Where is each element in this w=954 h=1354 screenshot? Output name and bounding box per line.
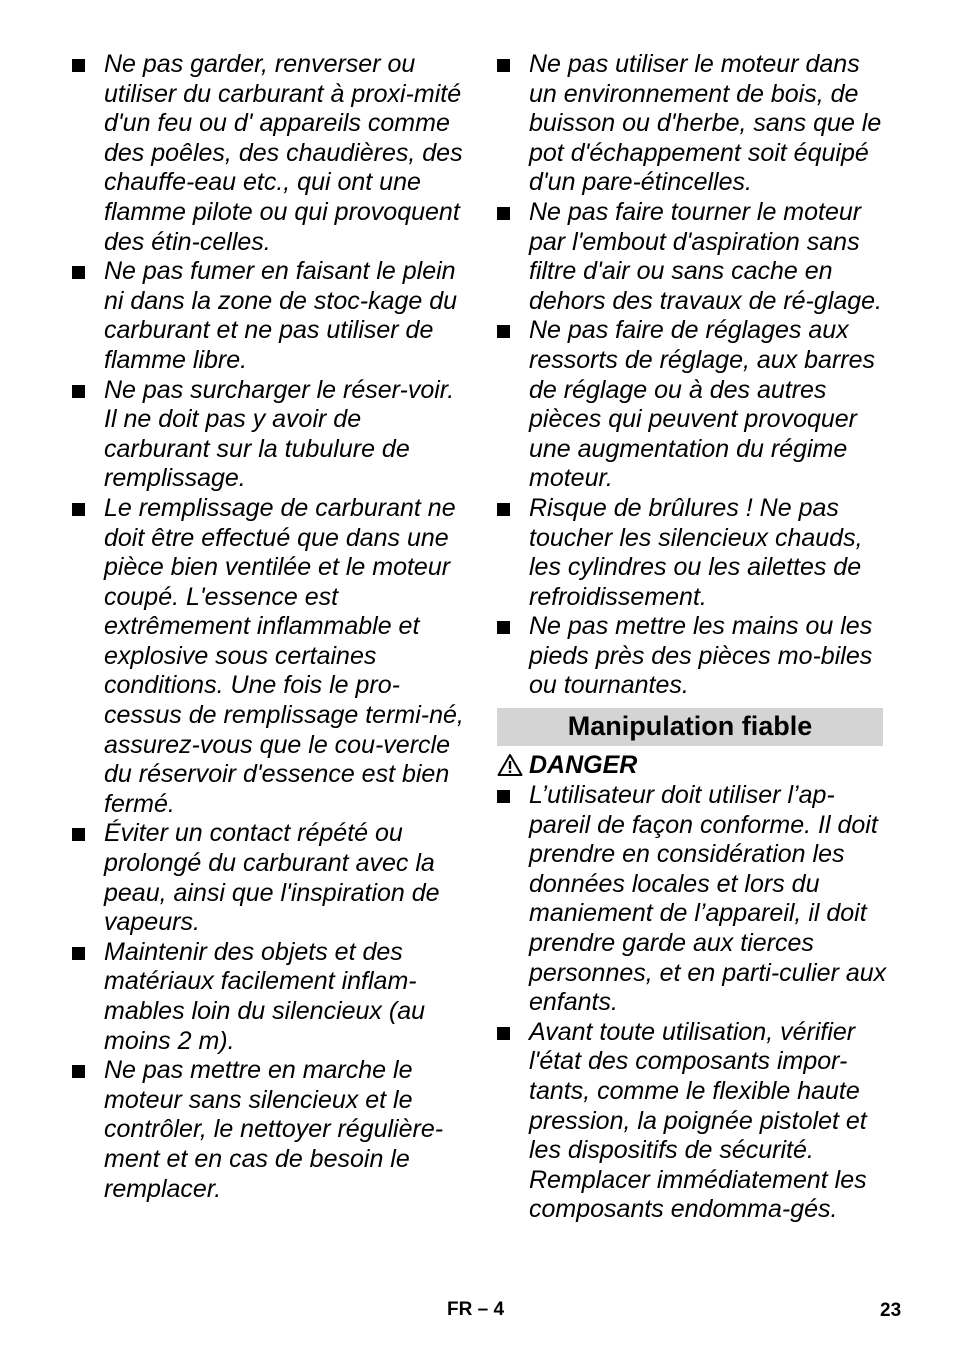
- bullet-square-icon: [497, 790, 510, 803]
- bullet-square-icon: [497, 621, 510, 634]
- bullet-square-icon: [72, 59, 85, 72]
- warning-triangle-icon: [497, 753, 523, 777]
- list-item: Ne pas fumer en faisant le plein ni dans la zone de stoc-kage du carburant et ne pas utiliser de flamme libre.: [72, 257, 467, 375]
- footer-section-label: FR – 4: [447, 1299, 505, 1320]
- list-item: Ne pas utiliser le moteur dans un environnement de bois, de buisson ou d'herbe, sans que le pot d'échappement soit équipé d'un pare-étincelles.: [497, 50, 887, 198]
- list-item: Le remplissage de carburant ne doit être effectué que dans une pièce bien ventilée et le moteur coupé. L'essence est extrêmement inflammable et explosive sous certaines conditions. Une fois le pro-cessus de remplissage termi-né, assurez-vous que le cou-vercle du réservoir d'essence est bien fermé.: [72, 494, 467, 820]
- section-heading: Manipulation fiable: [497, 708, 883, 746]
- list-item: Ne pas garder, renverser ou utiliser du carburant à proxi-mité d'un feu ou d' appareils comme des poêles, des chaudières, des chauffe-eau etc., qui ont une flamme pilote ou qui provoquent des étin-celles.: [72, 50, 467, 257]
- bullet-square-icon: [497, 207, 510, 220]
- bullet-square-icon: [72, 266, 85, 279]
- danger-label: DANGER: [529, 751, 638, 780]
- bullet-square-icon: [497, 325, 510, 338]
- list-item: Ne pas faire de réglages aux ressorts de réglage, aux barres de réglage ou à des autres pièces qui peuvent provoquer une augmentation du régime moteur.: [497, 316, 887, 494]
- left-column: [72, 50, 467, 1204]
- list-item: Maintenir des objets et des matériaux facilement inflam-mables loin du silencieux (au moins 2 m).: [72, 938, 467, 1056]
- list-item: Éviter un contact répété ou prolongé du carburant avec la peau, ainsi que l'inspiration de vapeurs.: [72, 819, 467, 937]
- list-item: Risque de brûlures ! Ne pas toucher les silencieux chauds, les cylindres ou les ailettes de refroidissement.: [497, 494, 887, 612]
- list-item: Ne pas surcharger le réser-voir. Il ne doit pas y avoir de carburant sur la tubulure de remplissage.: [72, 376, 467, 494]
- page-number: 23: [880, 1300, 902, 1321]
- right-column: [497, 50, 887, 1225]
- list-item: Ne pas mettre les mains ou les pieds près des pièces mo-biles ou tournantes.: [497, 612, 887, 701]
- list-item: Ne pas faire tourner le moteur par l'embout d'aspiration sans filtre d'air ou sans cache en dehors des travaux de ré-glage.: [497, 198, 887, 316]
- list-item: Avant toute utilisation, vérifier l'état des composants impor-tants, comme le flexible haute pression, la poignée pistolet et les dispositifs de sécurité. Remplacer immédiatement les composants endomma-gés.: [497, 1018, 887, 1225]
- danger-notice: [497, 750, 887, 780]
- bullet-square-icon: [497, 1027, 510, 1040]
- bullet-square-icon: [72, 947, 85, 960]
- list-item: Ne pas mettre en marche le moteur sans silencieux et le contrôler, le nettoyer régulière-ment et en cas de besoin le remplacer.: [72, 1056, 467, 1204]
- list-item: L’utilisateur doit utiliser l’ap-pareil de façon conforme. Il doit prendre en considération les données locales et lors du maniement de l’appareil, il doit prendre garde aux tierces personnes, et en parti-culier aux enfants.: [497, 781, 887, 1018]
- bullet-square-icon: [72, 385, 85, 398]
- bullet-square-icon: [497, 59, 510, 72]
- bullet-square-icon: [497, 503, 510, 516]
- bullet-square-icon: [72, 1065, 85, 1078]
- bullet-square-icon: [72, 503, 85, 516]
- bullet-square-icon: [72, 828, 85, 841]
